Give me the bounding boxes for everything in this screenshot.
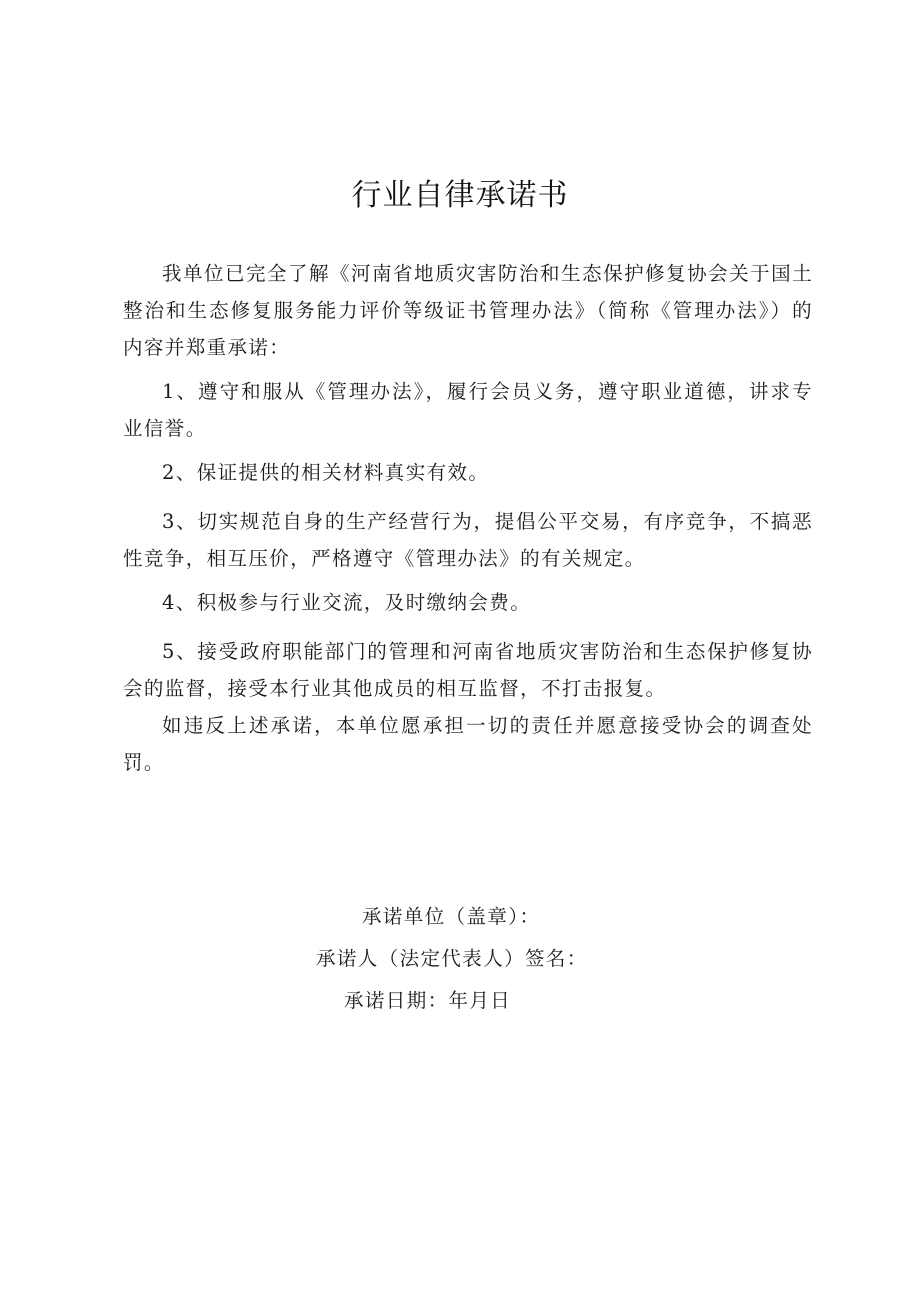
violation-clause: 如违反上述承诺，本单位愿承担一切的责任并愿意接受协会的调查处罚。 xyxy=(123,714,813,774)
intro-paragraph: 我单位已完全了解《河南省地质灾害防治和生态保护修复协会关于国土整治和生态修复服务能力评价等级证书管理办法》（简称《管理办法》）的内容并郑重承诺： xyxy=(123,262,813,359)
signature-unit-label: 承诺单位（盖章）： xyxy=(362,905,541,928)
signature-block xyxy=(0,896,920,1022)
commitment-item-3: 3、切实规范自身的生产经营行为，提倡公平交易，有序竞争，不搞恶性竞争，相互压价，严格遵守《管理办法》的有关规定。 xyxy=(123,510,813,570)
commitment-item-5: 5、接受政府职能部门的管理和河南省地质灾害防治和生态保护修复协会的监督，接受本行业其他成员的相互监督，不打击报复。 xyxy=(123,640,813,700)
signature-person-label: 承诺人（法定代表人）签名： xyxy=(316,947,588,970)
commitment-item-4: 4、积极参与行业交流，及时缴纳会费。 xyxy=(162,591,532,614)
document-body xyxy=(123,255,813,781)
signature-date-label: 承诺日期：年月日 xyxy=(344,989,512,1012)
commitment-item-2: 2、保证提供的相关材料真实有效。 xyxy=(162,461,490,484)
commitment-item-1: 1、遵守和服从《管理办法》，履行会员义务，遵守职业道德，讲求专业信誉。 xyxy=(123,380,813,440)
document-title: 行业自律承诺书 xyxy=(351,178,569,213)
